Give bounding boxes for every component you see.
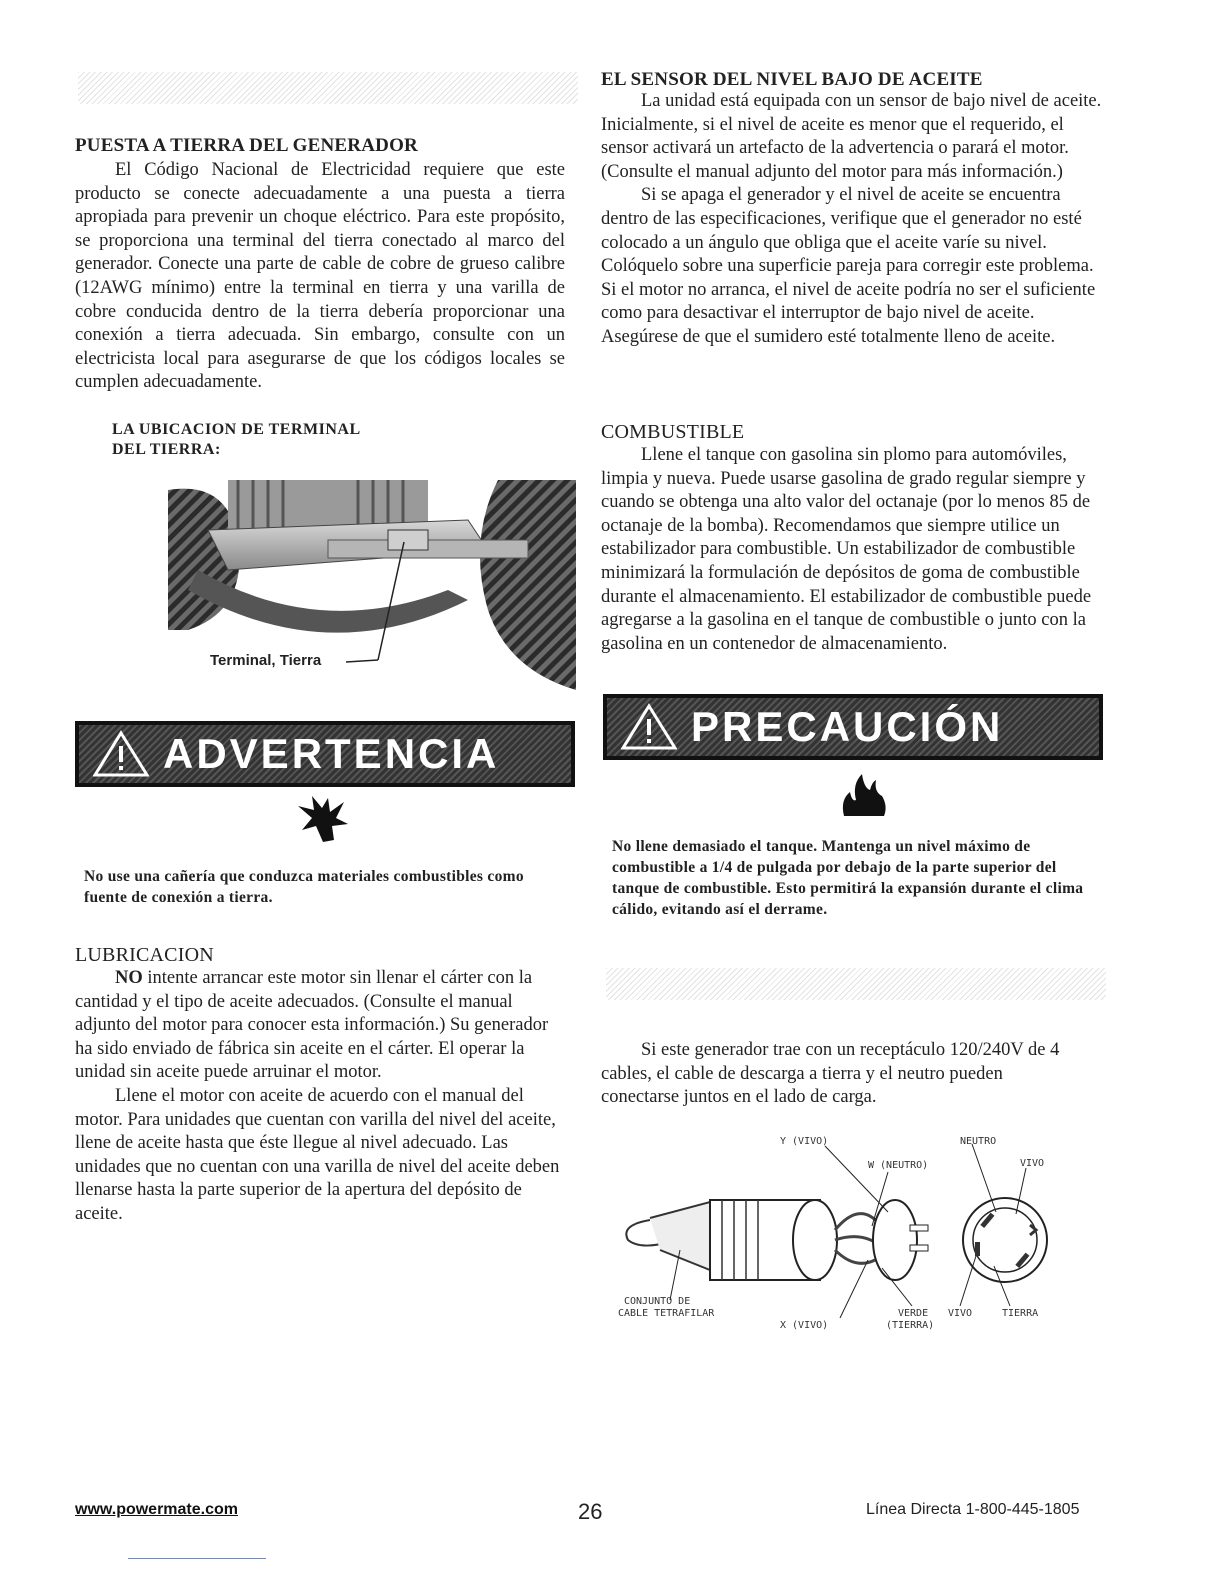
page-number: 26 [578, 1499, 603, 1524]
warning-text: No use una cañería que conduzca materiales combustibles como fuente de conexión a tierra. [84, 868, 524, 906]
grounding-body: El Código Nacional de Electricidad requiere que este producto se conecte adecuadamente a una puesta a tierra apropiada para prevenir un choque eléctrico. Para este propósito, se proporciona una terminal del tierra conectado al marco del generador. Conecte una parte de cable de cobre de grueso calibre (12AWG mínimo) entre la terminal en tierra y una varilla de cobre conducida dentro de la tierra debería proporcionar una conexión a tierra adecuada. Sin embargo, consulte con un electricista local para asegurarse de que los códigos locales se cumplen adecuadamente. [75, 160, 565, 393]
generator-terminal-image [168, 480, 576, 690]
fire-icon [840, 774, 888, 816]
hotline-text: Línea Directa 1-800-445-1805 [866, 1501, 1080, 1518]
caution-banner-text: PRECAUCIÓN [691, 703, 1004, 750]
fuel-body: Llene el tanque con gasolina sin plomo para automóviles, limpia y nueva. Puede usarse gasolina de grado regular siempre y cuando se obtenga una alto valor del octanaje (por lo menos 85 de octanaje de la bomba). Recomendamos que siempre utilice un estabilizador para combustible. Un estabilizador de combustible minimizará la formulación de depósitos de goma de combustible durante el almacenamiento. El estabilizador de combustible puede agregarse a la gasolina en el tanque de combustible o junto con la gasolina en un contenedor de almacenamiento. [601, 445, 1092, 654]
caution-text-block [612, 836, 1102, 920]
fuel-section [601, 422, 1106, 656]
label-verde: VERDE [898, 1308, 929, 1319]
label-vivo-top: VIVO [1020, 1158, 1045, 1169]
caution-triangle-icon [621, 703, 677, 751]
website-link[interactable]: www.powermate.com [75, 1501, 238, 1518]
grounding-title: PUESTA A TIERRA DEL GENERADOR [75, 135, 418, 156]
four-wire-plug-diagram [610, 1130, 1070, 1360]
left-column [75, 136, 565, 395]
lubrication-p1-text: intente arrancar este motor sin llenar el cárter con la cantidad y el tipo de aceite adecuados. (Consulte el manual adjunto del motor para conocer esta información.) Su generador ha sido enviado de fábrica sin aceite en el cárter. El operar la unidad sin aceite puede arruinar el motor. [75, 968, 549, 1083]
terminal-callout-label: Terminal, Tierra [210, 652, 322, 669]
hatched-header-strip-right [606, 968, 1106, 1000]
oil-sensor-title: EL SENSOR DEL NIVEL BAJO DE ACEITE [601, 69, 983, 90]
caution-text: No llene demasiado el tanque. Mantenga un nivel máximo de combustible a 1/4 de pulgada por debajo de la parte superior del tanque de combustible. Esto permitirá la expansión durante el clima cálido, evitando así el derrame. [612, 838, 1084, 918]
terminal-location-line2: DEL TIERRA: [112, 441, 221, 458]
label-conjunto-2: CABLE TETRAFILAR [618, 1308, 715, 1319]
terminal-location-label [112, 420, 361, 460]
label-neutro: NEUTRO [960, 1136, 997, 1147]
lubrication-section [75, 945, 567, 1227]
receptacle-section [601, 1039, 1061, 1110]
label-x-vivo: X (VIVO) [780, 1320, 829, 1331]
oil-sensor-paragraph-1: La unidad está equipada con un sensor de bajo nivel de aceite. Inicialmente, si el nivel de aceite es menor que el requerido, el sensor activará un artefacto de la advertencia o parará el motor. (Consulte el manual adjunto del motor para más información.) [601, 91, 1102, 182]
explosion-icon [298, 796, 348, 842]
warning-text-block [84, 866, 564, 908]
oil-sensor-section [601, 70, 1106, 350]
label-conjunto-1: CONJUNTO DE [624, 1296, 691, 1307]
label-y-vivo: Y (VIVO) [780, 1136, 829, 1147]
footer-rule [128, 1558, 266, 1559]
fuel-title: COMBUSTIBLE [601, 421, 745, 443]
warning-triangle-icon [93, 730, 149, 778]
warning-banner [75, 721, 575, 787]
receptacle-body: Si este generador trae con un receptáculo 120/240V de 4 cables, el cable de descarga a tierra y el neutro pueden conectarse juntos en el lado de carga. [601, 1040, 1060, 1108]
warning-banner-text: ADVERTENCIA [163, 730, 500, 777]
label-tierra-paren: (TIERRA) [886, 1320, 935, 1331]
lubrication-no-emphasis: NO [115, 968, 143, 988]
lubrication-title: LUBRICACION [75, 944, 214, 966]
label-tierra: TIERRA [1002, 1308, 1039, 1319]
lubrication-paragraph-2: Llene el motor con aceite de acuerdo con el manual del motor. Para unidades que cuentan con varilla del nivel del aceite, llene de aceite hasta que éste llegue al nivel adecuado. Las unidades que no cuentan con una varilla de nivel del aceite deben llenarse hasta la parte superior de la apertura del depósito de aceite. [75, 1085, 560, 1224]
terminal-location-line1: LA UBICACION DE TERMINAL [112, 421, 361, 438]
label-w-neutro: W (NEUTRO) [868, 1160, 929, 1171]
oil-sensor-paragraph-2: Si se apaga el generador y el nivel de aceite se encuentra dentro de las especificaciones, verifique que el generador no esté colocado a un ángulo que obliga que el aceite varíe su nivel. Colóquelo sobre una superficie pareja para corregir este problema. Si el motor no arranca, el nivel de aceite podría no ser el suficiente como para desactivar el interruptor de bajo nivel de aceite. Asegúrese de que el sumidero esté totalmente lleno de aceite. [601, 185, 1096, 347]
caution-banner [603, 694, 1103, 760]
hatched-header-strip [78, 72, 578, 104]
lubrication-paragraph-1 [75, 967, 567, 1085]
label-vivo-bottom: VIVO [948, 1308, 973, 1319]
